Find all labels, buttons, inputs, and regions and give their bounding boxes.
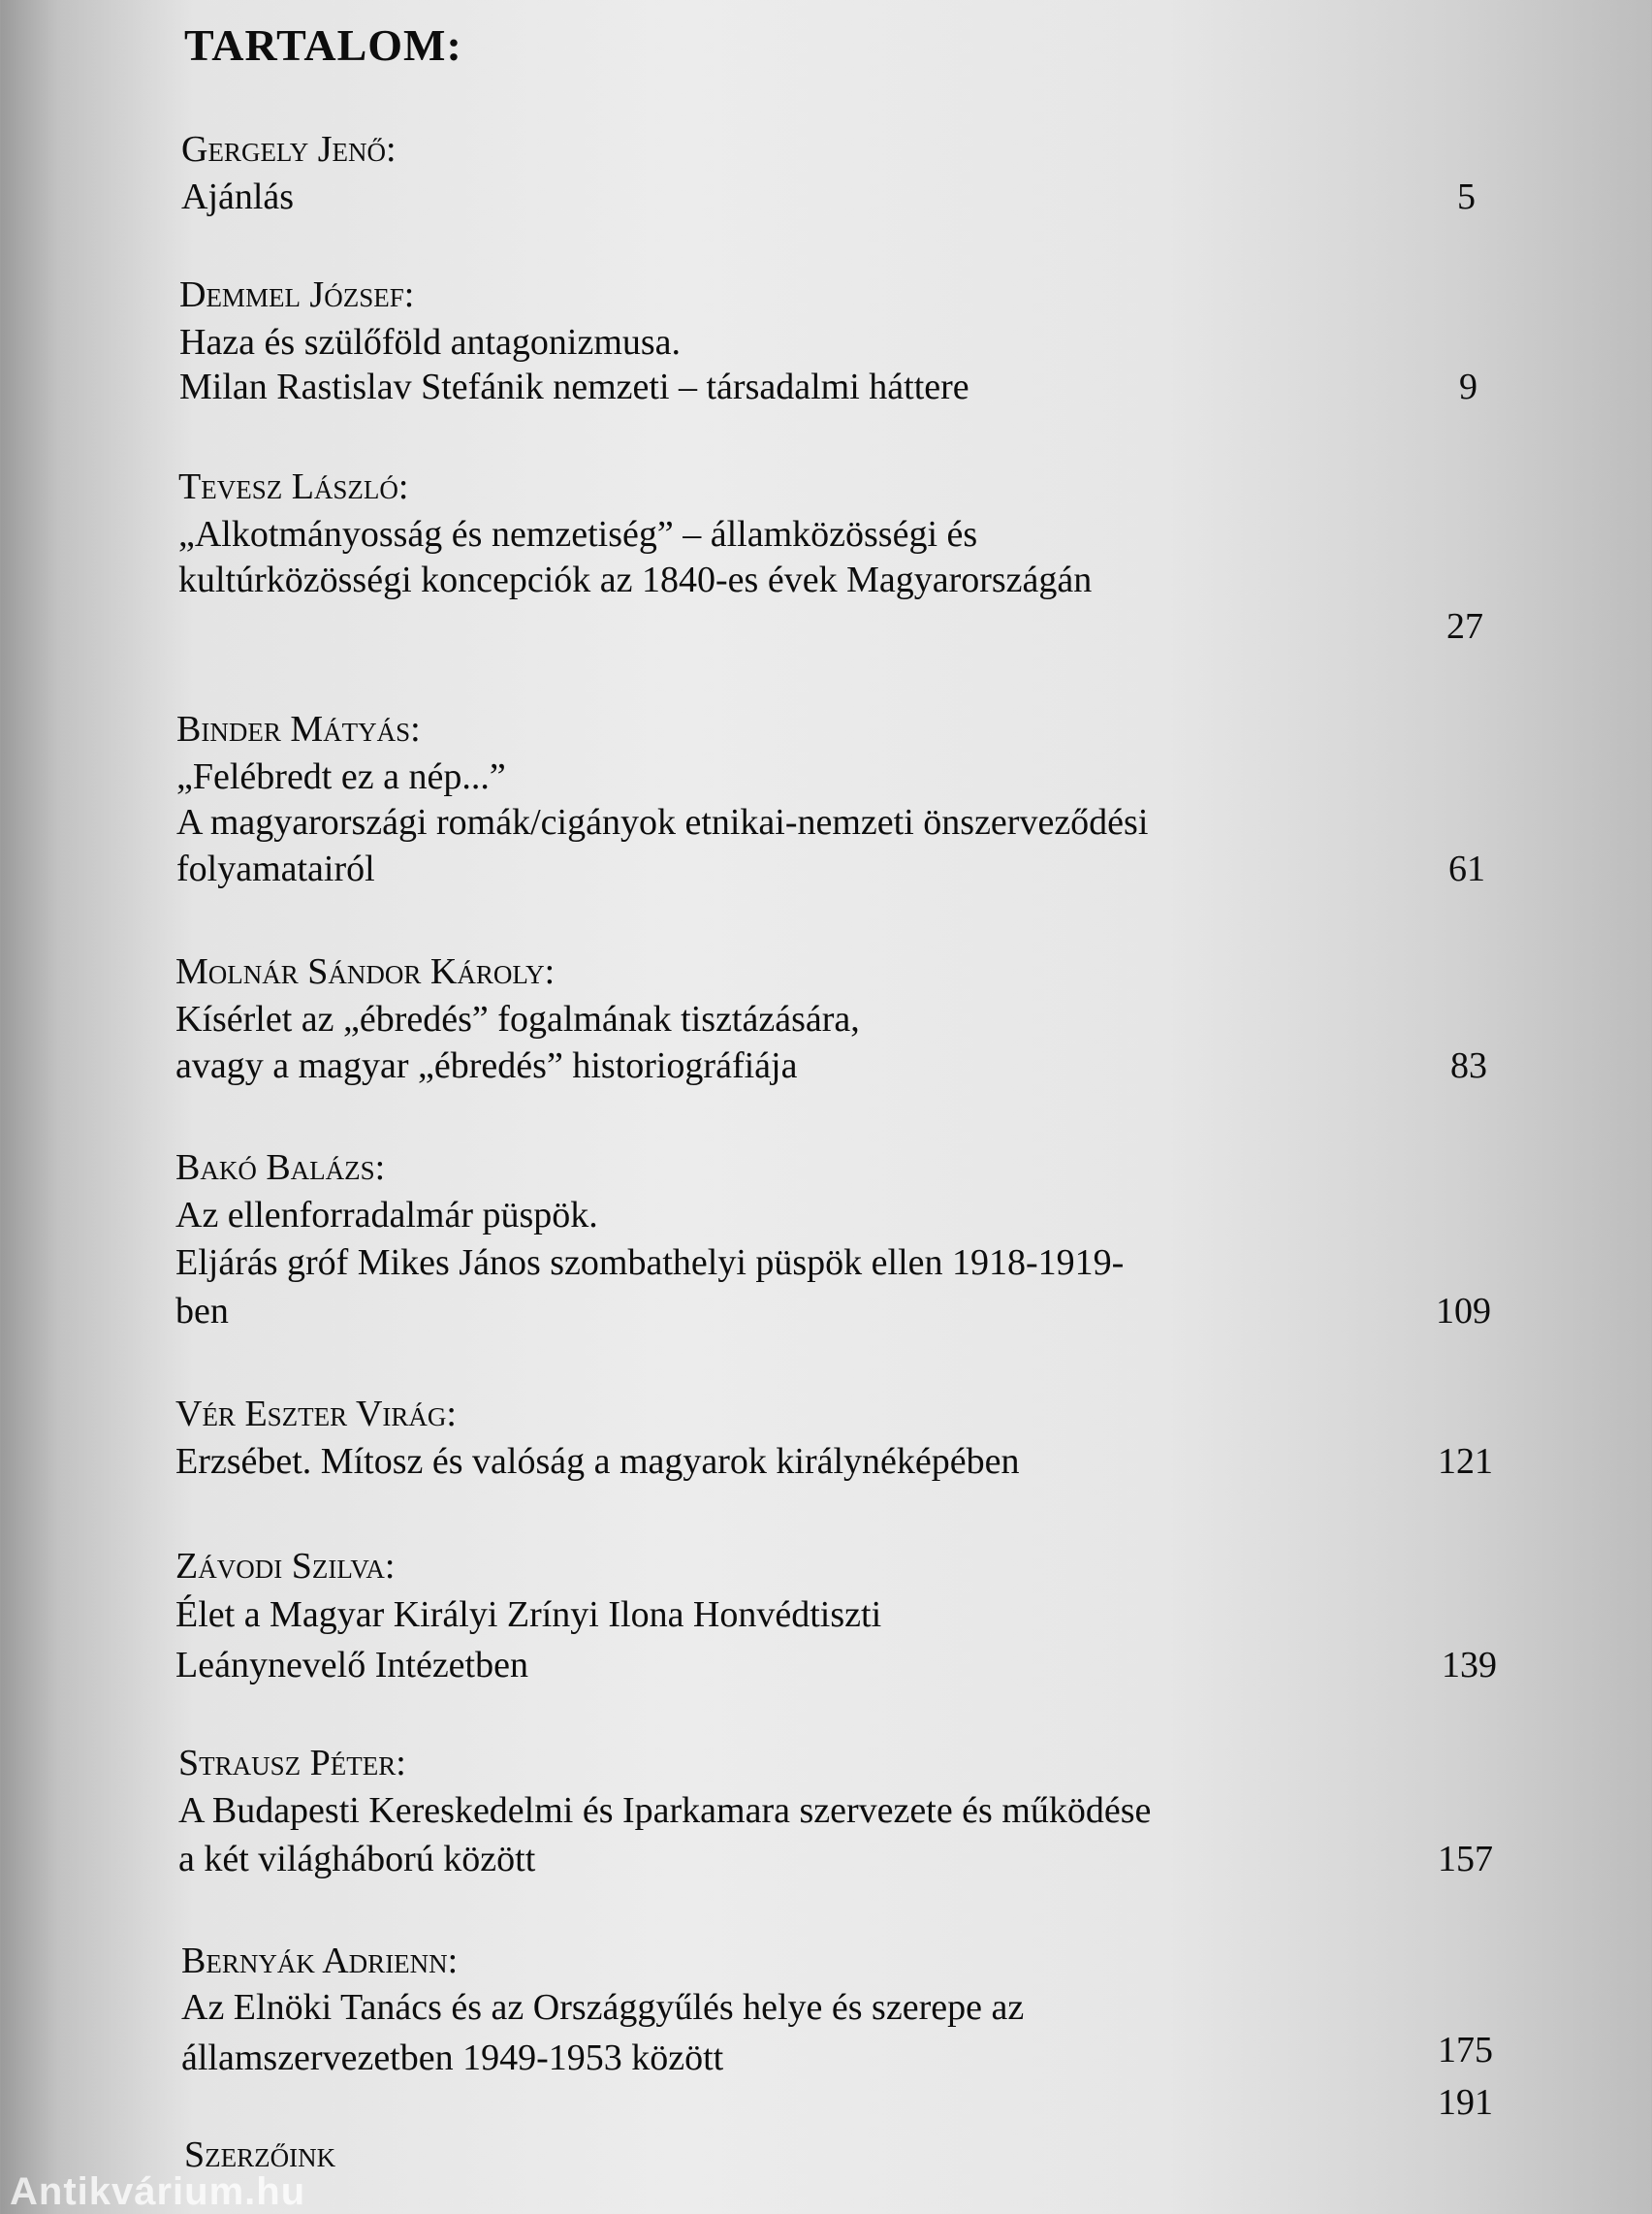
entry-author: Gergely Jenő:: [181, 129, 397, 170]
entry-title-line: Ajánlás: [181, 176, 295, 217]
entry-title-line: „Felébredt ez a nép...”: [176, 756, 506, 797]
entry-title-line: Milan Rastislav Stefánik nemzeti – társadalmi háttere: [179, 367, 969, 407]
entry-title-line: kultúrközösségi koncepciók az 1840-es évek Magyarországán: [178, 560, 1093, 600]
entry-author: Molnár Sándor Károly:: [175, 951, 556, 992]
entry-title-line: Leánynevelő Intézetben: [175, 1645, 528, 1685]
entry-author: Binder Mátyás:: [176, 709, 421, 750]
entry-title-line: Erzsébet. Mítosz és valóság a magyarok királynéképében: [175, 1441, 1020, 1482]
entry-page-number: 157: [1438, 1839, 1493, 1879]
toc-title: TARTALOM:: [184, 20, 462, 70]
authors-section-page-number: 191: [1438, 2082, 1493, 2123]
entry-title-line: A magyarországi romák/cigányok etnikai-nemzeti önszerveződési: [176, 802, 1149, 843]
entry-author: Bakó Balázs:: [175, 1147, 386, 1188]
entry-page-number: 61: [1448, 849, 1485, 889]
entry-author: Závodi Szilva:: [175, 1546, 396, 1587]
entry-title-line: államszervezetben 1949-1953 között: [181, 2038, 724, 2078]
entry-page-number: 139: [1442, 1645, 1497, 1685]
authors-section-label: Szerzőink: [184, 2134, 336, 2175]
entry-title-line: Az Elnöki Tanács és az Országgyűlés helye és szerepe az: [181, 1987, 1025, 2028]
entry-author: Strausz Péter:: [178, 1743, 406, 1783]
watermark-text: Antikvárium.hu: [10, 2170, 306, 2213]
entry-author: Tevesz László:: [178, 466, 409, 507]
entry-title-line: folyamatairól: [176, 849, 375, 889]
entry-title-line: Az ellenforradalmár püspök.: [175, 1195, 598, 1235]
entry-page-number: 109: [1436, 1291, 1491, 1332]
entry-title-line: Haza és szülőföld antagonizmusa.: [179, 322, 682, 363]
entry-page-number: 9: [1459, 367, 1477, 407]
entry-page-number: 27: [1446, 606, 1483, 647]
entry-title-line: Eljárás gróf Mikes János szombathelyi püspök ellen 1918-1919-: [175, 1242, 1125, 1283]
entry-page-number: 175: [1438, 2030, 1493, 2070]
entry-title-line: Kísérlet az „ébredés” fogalmának tisztázására,: [175, 999, 860, 1040]
entry-title-line: a két világháború között: [178, 1839, 536, 1879]
entry-page-number: 5: [1457, 176, 1476, 217]
entry-title-line: ben: [175, 1291, 229, 1332]
entry-title-line: avagy a magyar „ébredés” historiográfiája: [175, 1045, 798, 1086]
entry-title-line: A Budapesti Kereskedelmi és Iparkamara szervezete és működése: [178, 1790, 1152, 1831]
entry-page-number: 83: [1450, 1045, 1487, 1086]
entry-author: Demmel József:: [179, 274, 415, 315]
entry-page-number: 121: [1438, 1441, 1493, 1482]
entry-title-line: Élet a Magyar Királyi Zrínyi Ilona Honvédtiszti: [175, 1594, 882, 1635]
entry-author: Vér Eszter Virág:: [175, 1394, 457, 1434]
entry-author: Bernyák Adrienn:: [181, 1941, 459, 1981]
entry-title-line: „Alkotmányosság és nemzetiség” – államközösségi és: [178, 514, 978, 555]
